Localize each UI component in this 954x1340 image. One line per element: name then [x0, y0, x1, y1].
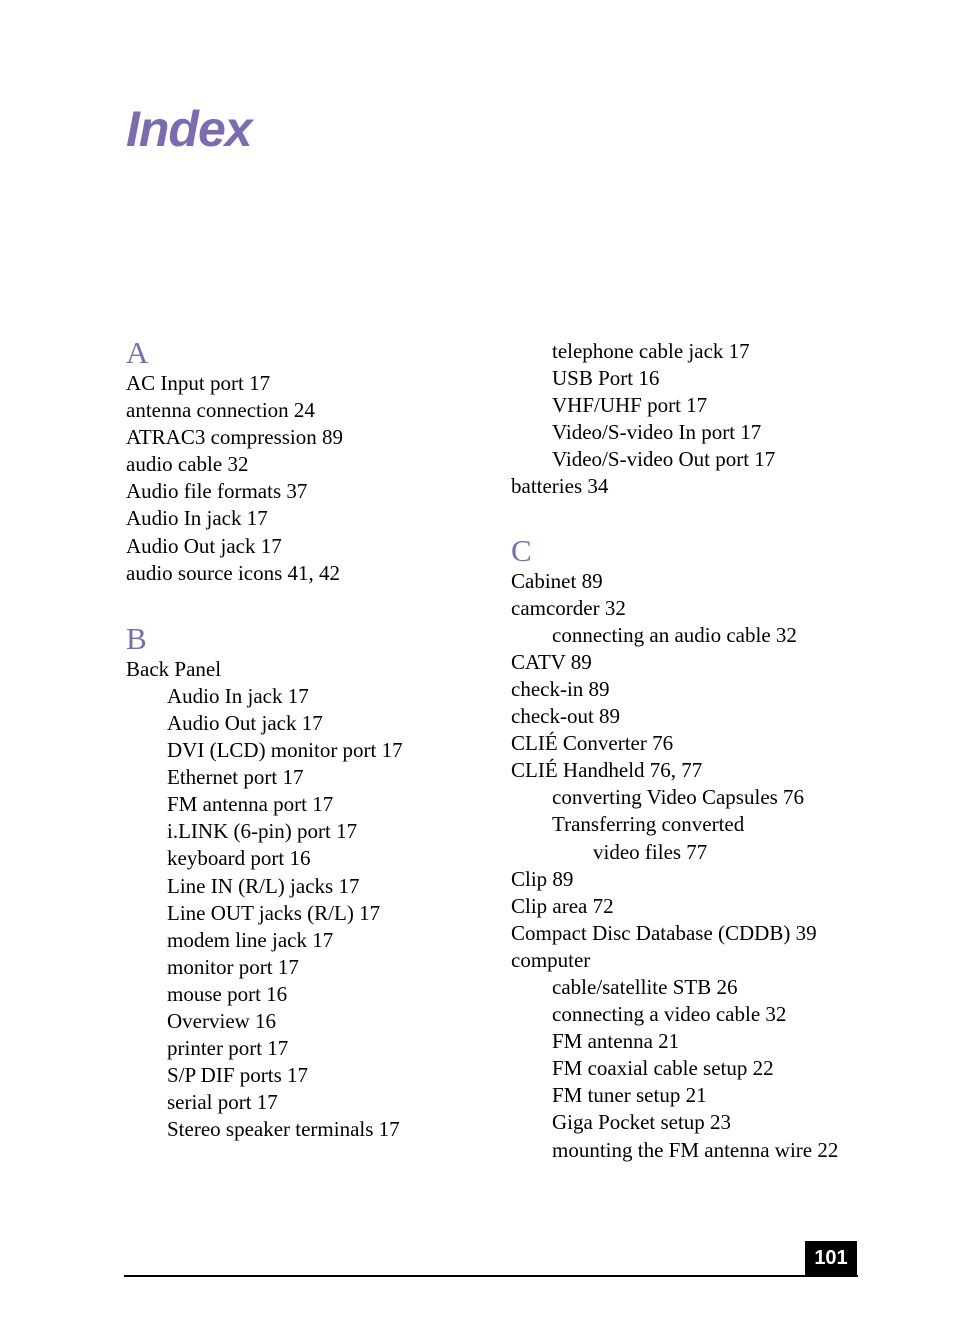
index-entry: audio cable 32 [126, 452, 249, 477]
section-letter-b: B [126, 620, 147, 656]
index-entry: Audio In jack 17 [126, 506, 268, 531]
index-subentry: monitor port 17 [167, 954, 299, 979]
index-subentry: Giga Pocket setup 23 [552, 1110, 732, 1135]
index-entry: camcorder 32 [511, 595, 626, 620]
index-entry: CLIÉ Converter 76 [511, 731, 674, 756]
footer-rule [124, 1275, 858, 1277]
index-subentry: S/P DIF ports 17 [167, 1063, 309, 1088]
index-entry: audio source icons 41, 42 [126, 560, 341, 585]
index-subentry: converting Video Capsules 76 [552, 785, 805, 810]
index-entry: Audio Out jack 17 [126, 533, 282, 558]
index-subentry: FM antenna 21 [552, 1029, 680, 1054]
index-subentry: Stereo speaker terminals 17 [167, 1117, 400, 1142]
index-entry: Back Panel [126, 656, 222, 681]
index-entry: AC Input port 17 [126, 371, 271, 395]
index-column-left [126, 336, 496, 1143]
index-entry: check-in 89 [511, 676, 610, 701]
page-title: Index [126, 101, 252, 157]
index-entry: CLIÉ Handheld 76, 77 [511, 758, 703, 783]
index-subentry: FM coaxial cable setup 22 [552, 1056, 774, 1081]
index-subentry: connecting a video cable 32 [552, 1002, 787, 1027]
page-number: 101 [805, 1241, 857, 1276]
index-subentry: connecting an audio cable 32 [552, 622, 797, 647]
index-subentry-continuation: video files 77 [593, 839, 708, 864]
index-subentry: modem line jack 17 [167, 927, 334, 952]
index-subentry: keyboard port 16 [167, 846, 311, 871]
index-subentry: mounting the FM antenna wire 22 [552, 1137, 839, 1162]
index-subentry: USB Port 16 [552, 366, 660, 391]
index-subentry: Line IN (R/L) jacks 17 [167, 873, 360, 898]
index-subentry: DVI (LCD) monitor port 17 [167, 738, 403, 763]
index-entry: check-out 89 [511, 704, 621, 729]
index-subentry: Line OUT jacks (R/L) 17 [167, 900, 381, 925]
index-entry: ATRAC3 compression 89 [126, 425, 343, 450]
index-entry: Clip area 72 [511, 893, 614, 918]
index-subentry: i.LINK (6-pin) port 17 [167, 819, 358, 844]
index-entry: Clip 89 [511, 866, 574, 891]
index-subentry: printer port 17 [167, 1036, 289, 1061]
index-subentry: serial port 17 [167, 1090, 278, 1115]
index-subentry: Video/S-video In port 17 [552, 420, 762, 445]
index-subentry: Audio In jack 17 [167, 683, 309, 708]
index-column-right [511, 338, 931, 1164]
index-subentry: FM tuner setup 21 [552, 1083, 707, 1108]
index-subentry: Ethernet port 17 [167, 765, 304, 790]
index-entry: Cabinet 89 [511, 568, 603, 593]
index-subentry: telephone cable jack 17 [552, 339, 750, 363]
index-subentry: mouse port 16 [167, 981, 288, 1006]
index-subentry: Audio Out jack 17 [167, 710, 323, 735]
index-entry: computer [511, 947, 591, 972]
section-letter-c: C [511, 532, 532, 568]
index-subentry: Video/S-video Out port 17 [552, 447, 776, 472]
index-entry: Compact Disc Database (CDDB) 39 [511, 920, 817, 945]
index-subentry: FM antenna port 17 [167, 792, 334, 817]
index-subentry: cable/satellite STB 26 [552, 974, 738, 999]
index-entry: batteries 34 [511, 474, 609, 499]
index-subentry: VHF/UHF port 17 [552, 393, 708, 418]
index-subentry: Overview 16 [167, 1008, 277, 1033]
section-letter-a: A [126, 335, 149, 370]
index-entry: Audio file formats 37 [126, 479, 308, 504]
index-subentry: Transferring converted [552, 812, 745, 837]
index-entry: antenna connection 24 [126, 398, 315, 423]
index-entry: CATV 89 [511, 649, 592, 674]
